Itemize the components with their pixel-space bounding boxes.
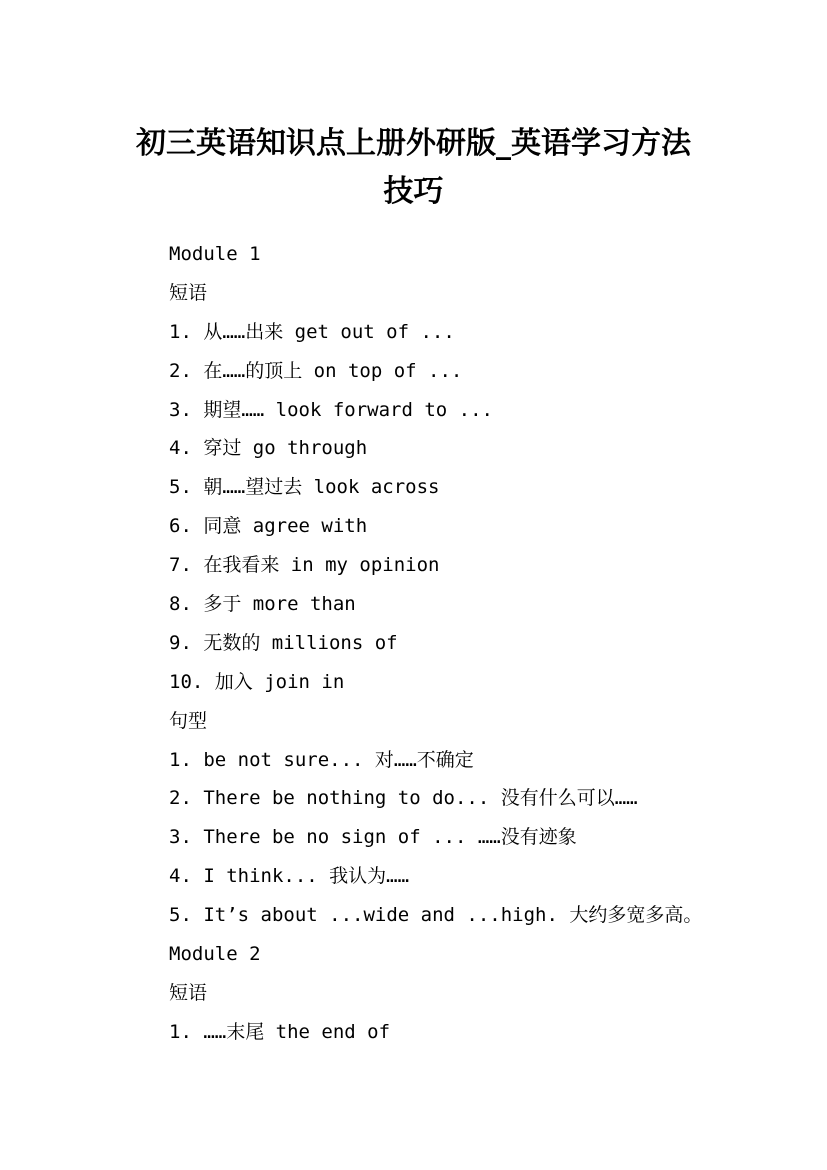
text-line: 10. 加入 join in	[169, 670, 345, 693]
text-line: 3. 期望…… look forward to ...	[169, 398, 493, 421]
text-line: 6. 同意 agree with	[169, 515, 368, 538]
text-line: 1. 从……出来 get out of ...	[169, 320, 455, 343]
text-line: 4. I think... 我认为……	[169, 865, 410, 888]
title-line-2: 技巧	[383, 174, 444, 210]
text-line: 7. 在我看来 in my opinion	[169, 554, 440, 577]
text-line: 句型	[169, 709, 208, 732]
text-line: 9. 无数的 millions of	[169, 631, 398, 654]
text-line: 短语	[169, 981, 208, 1004]
text-line: 1. ……末尾 the end of	[169, 1020, 391, 1043]
text-line: 3. There be no sign of ... ……没有迹象	[169, 826, 577, 849]
text-line: 4. 穿过 go through	[169, 437, 368, 460]
text-line: Module 2	[169, 943, 261, 966]
text-line: 2. There be nothing to do... 没有什么可以……	[169, 787, 638, 810]
text-line: 短语	[169, 281, 208, 304]
text-line: Module 1	[169, 243, 261, 265]
text-line: 5. It’s about ...wide and ...high. 大约多宽多高。	[169, 904, 703, 927]
document-body	[169, 235, 789, 1052]
text-line: 8. 多于 more than	[169, 593, 356, 616]
title-line-1: 初三英语知识点上册外研版_英语学习方法	[136, 126, 691, 162]
document-title	[0, 120, 827, 216]
text-line: 2. 在……的顶上 on top of ...	[169, 359, 463, 382]
text-line: 1. be not sure... 对……不确定	[169, 748, 474, 771]
text-line: 5. 朝……望过去 look across	[169, 476, 440, 499]
